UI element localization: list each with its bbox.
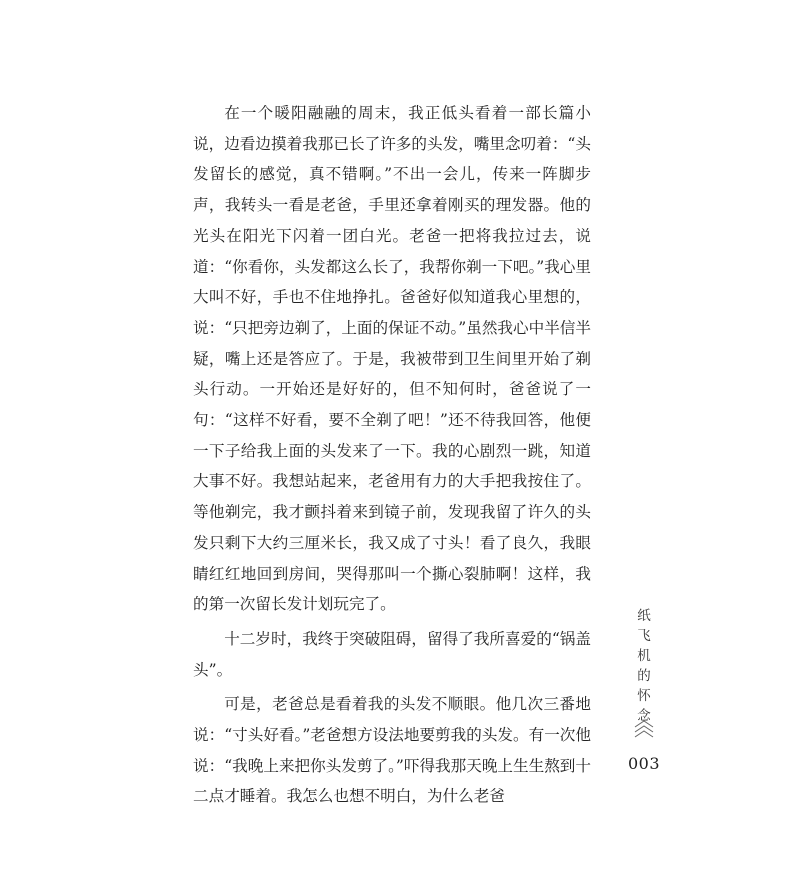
running-title-char: 纸 [637, 608, 651, 624]
running-title [634, 606, 654, 726]
running-title-char: 飞 [637, 628, 651, 644]
triple-chevron-up-icon [633, 720, 655, 740]
page-number: 003 [627, 754, 661, 773]
running-title-char: 怀 [637, 688, 651, 704]
running-title-char: 的 [637, 668, 651, 684]
paragraph-3: 可是，老爸总是看着我的头发不顺眼。他几次三番地说：“寸头好看。”老爸想方设法地要剪我的头发。有一次他说：“我晚上来把你头发剪了。”吓得我那天晚上生生熬到十二点才睡着。我怎么也想不明白，为什么老爸 [193, 695, 591, 806]
paragraph-1: 在一个暖阳融融的周末，我正低头看着一部长篇小说，边看边摸着我那已长了许多的头发，嘴里念叨着：“头发留长的感觉，真不错啊。”不出一会儿，传来一阵脚步声，我转头一看是老爸，手里还拿着刚买的理发器。他的光头在阳光下闪着一团白光。老爸一把将我拉过去，说道：“你看你，头发都这么长了，我帮你剃一下吧。”我心里大叫不好，手也不住地挣扎。爸爸好似知道我心里想的，说：“只把旁边剃了，上面的保证不动。”虽然我心中半信半疑，嘴上还是答应了。于是，我被带到卫生间里开始了剃头行动。一开始还是好好的，但不知何时，爸爸说了一句：“这样不好看，要不全剃了吧！”还不待我回答，他便一下子给我上面的头发来了一下。我的心剧烈一跳，知道大事不好。我想站起来，老爸用有力的大手把我按住了。等他剃完，我才颤抖着来到镜子前，发现我留了许久的头发只剩下大约三厘米长，我又成了寸头！看了良久，我眼睛红红地回到房间，哭得那叫一个撕心裂肺啊！这样，我的第一次留长发计划玩完了。 [193, 104, 591, 614]
running-title-char: 机 [637, 648, 651, 664]
body-text [193, 98, 591, 812]
running-title-char: 念 [637, 708, 651, 724]
paragraph-2: 十二岁时，我终于突破阻碍，留得了我所喜爱的“锅盖头”。 [193, 629, 591, 679]
